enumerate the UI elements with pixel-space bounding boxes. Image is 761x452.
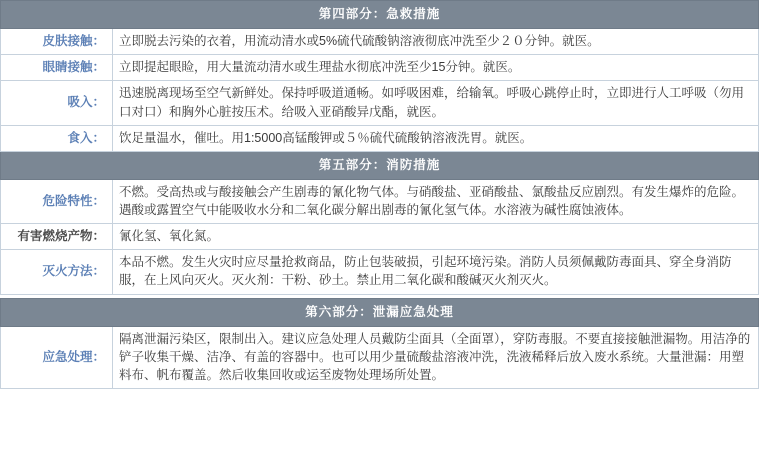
section-heading: 第六部分：泄漏应急处理	[1, 298, 759, 326]
section-heading: 第四部分：急救措施	[1, 1, 759, 29]
row-label: 皮肤接触：	[1, 29, 113, 55]
row-value: 饮足量温水，催吐。用1:5000高锰酸钾或５％硫代硫酸钠溶液洗胃。就医。	[113, 125, 759, 151]
row-label: 灭火方法：	[1, 250, 113, 294]
row-value: 本品不燃。发生火灾时应尽量抢救商品，防止包装破损，引起环境污染。消防人员须佩戴防毒面具、穿全身消防服，在上风向灭火。灭火剂：干粉、砂土。禁止用二氧化碳和酸碱灭火剂灭火。	[113, 250, 759, 294]
row-label: 食入：	[1, 125, 113, 151]
row-value: 不燃。受高热或与酸接触会产生剧毒的氰化物气体。与硝酸盐、亚硝酸盐、氯酸盐反应剧烈。有发生爆炸的危险。遇酸或露置空气中能吸收水分和二氧化碳分解出剧毒的氰化氢气体。水溶液为碱性腐蚀液体。	[113, 179, 759, 223]
row-value: 迅速脱离现场至空气新鲜处。保持呼吸道通畅。如呼吸困难，给输氧。呼吸心跳停止时，立即进行人工呼吸（勿用口对口）和胸外心脏按压术。给吸入亚硝酸异戊酯，就医。	[113, 81, 759, 125]
row-value: 氰化氢、氧化氮。	[113, 224, 759, 250]
section-header-row	[1, 1, 759, 29]
row-value: 隔离泄漏污染区，限制出入。建议应急处理人员戴防尘面具（全面罩），穿防毒服。不要直接接触泄漏物。用洁净的铲子收集干燥、洁净、有盖的容器中。也可以用少量硫酸盐溶液冲洗，洗液稀释后放入废水系统。大量泄漏：用塑料布、帆布覆盖。然后收集回收或运至废物处理场所处置。	[113, 326, 759, 388]
table-row	[1, 125, 759, 151]
table-row	[1, 250, 759, 294]
table-row	[1, 326, 759, 388]
section-header-row	[1, 298, 759, 326]
row-label: 应急处理：	[1, 326, 113, 388]
table-row	[1, 224, 759, 250]
table-row	[1, 55, 759, 81]
row-value: 立即提起眼睑，用大量流动清水或生理盐水彻底冲洗至少15分钟。就医。	[113, 55, 759, 81]
section-header-row	[1, 151, 759, 179]
row-label: 吸入：	[1, 81, 113, 125]
table-row	[1, 81, 759, 125]
table-row	[1, 179, 759, 223]
row-value: 立即脱去污染的衣着，用流动清水或5%硫代硫酸钠溶液彻底冲洗至少２０分钟。就医。	[113, 29, 759, 55]
table-row	[1, 29, 759, 55]
section-heading: 第五部分：消防措施	[1, 151, 759, 179]
row-label: 危险特性：	[1, 179, 113, 223]
row-label: 眼睛接触：	[1, 55, 113, 81]
row-label: 有害燃烧产物：	[1, 224, 113, 250]
